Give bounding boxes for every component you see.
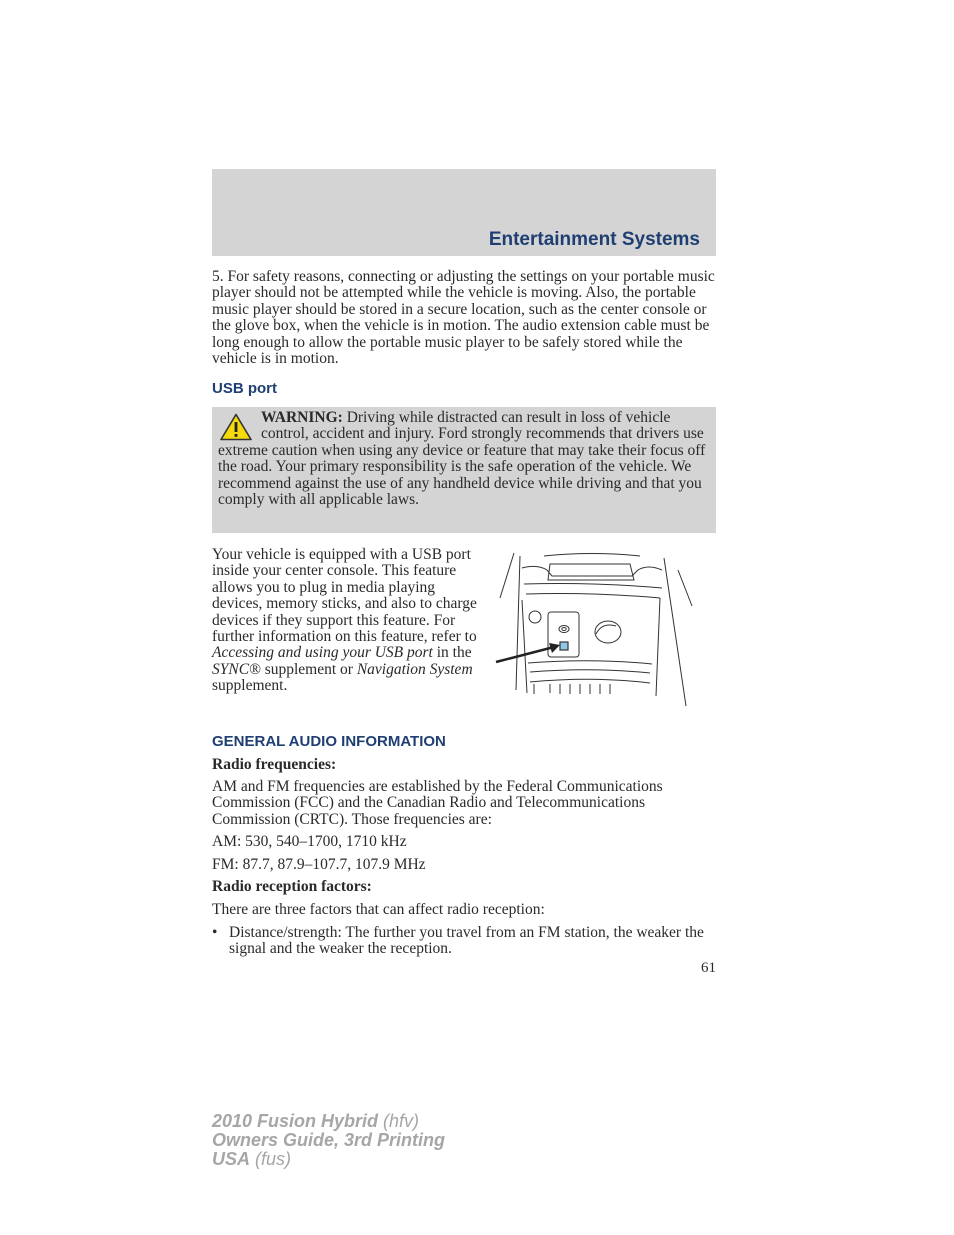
warning-body: Driving while distracted can result in loss of vehicle control, accident and injury. Ford strongly recommends that drivers use extreme caution when using any device or feature that may take their focus off the road. Your primary responsibility is the safe operation of the vehicle. We recommend against the use of any handheld device while driving and that you comply with all applicable laws.	[218, 409, 706, 509]
usb-ref-sync: SYNC®	[212, 660, 261, 678]
warning-lead: WARNING:	[261, 409, 343, 426]
warning-box	[212, 407, 716, 533]
section-title: Entertainment Systems	[488, 229, 700, 250]
fm-frequencies: FM: 87.7, 87.9–107.7, 107.9 MHz	[212, 856, 426, 873]
footer-line-1	[212, 1112, 445, 1131]
usb-mid-1: in the	[432, 644, 472, 662]
usb-port-heading: USB port	[212, 380, 277, 397]
footer-model: 2010 Fusion Hybrid	[212, 1111, 379, 1131]
footer-market-code: (fus)	[250, 1149, 292, 1169]
radio-reception-text: There are three factors that can affect radio reception:	[212, 901, 545, 918]
am-frequencies: AM: 530, 540–1700, 1710 kHz	[212, 833, 407, 850]
bullet-text: Distance/strength: The further you travel from an FM station, the weaker the signal and the weaker the reception.	[229, 924, 704, 958]
document-footer	[212, 1112, 445, 1169]
footer-line-3	[212, 1150, 445, 1169]
usb-mid-2: supplement or	[260, 660, 357, 678]
warning-triangle-icon	[220, 413, 252, 441]
usb-ref-accessing: Accessing and using your USB port	[212, 644, 433, 662]
radio-frequencies-text: AM and FM frequencies are established by the Federal Communications Commission (FCC) and the Canadian Radio and Telecommunications Commission (CRTC). Those frequencies are:	[212, 778, 663, 828]
usb-port-console-illustration	[492, 548, 708, 710]
usb-body-start: Your vehicle is equipped with a USB port inside your center console. This feature allows you to plug in media playing devices, memory sticks, and also to charge devices if they support this feature. For further information on this feature, refer to	[212, 546, 477, 646]
usb-end: supplement.	[212, 677, 288, 695]
footer-model-code: (hfv)	[378, 1111, 420, 1131]
page-number: 61	[701, 960, 716, 976]
usb-description	[212, 547, 482, 695]
warning-text-block	[218, 410, 710, 508]
usb-ref-navigation: Navigation System	[356, 660, 473, 678]
radio-reception-label: Radio reception factors:	[212, 878, 372, 895]
list-item	[212, 925, 718, 958]
footer-line-2	[212, 1131, 445, 1150]
radio-frequencies-label: Radio frequencies:	[212, 756, 337, 773]
general-audio-heading: GENERAL AUDIO INFORMATION	[212, 733, 446, 750]
footer-edition: Owners Guide, 3rd Printing	[212, 1130, 446, 1150]
footer-market: USA	[212, 1149, 251, 1169]
section-header-band	[212, 169, 716, 256]
intro-paragraph: 5. For safety reasons, connecting or adjusting the settings on your portable music player should not be attempted while the vehicle is moving. Also, the portable music player should be stored in a secure location, such as the center console or the glove box, when the vehicle is in motion. The audio extension cable must be long enough to allow the portable music player to be safely stored while the vehicle is in motion.	[212, 268, 715, 368]
bullet-marker: •	[212, 924, 218, 941]
